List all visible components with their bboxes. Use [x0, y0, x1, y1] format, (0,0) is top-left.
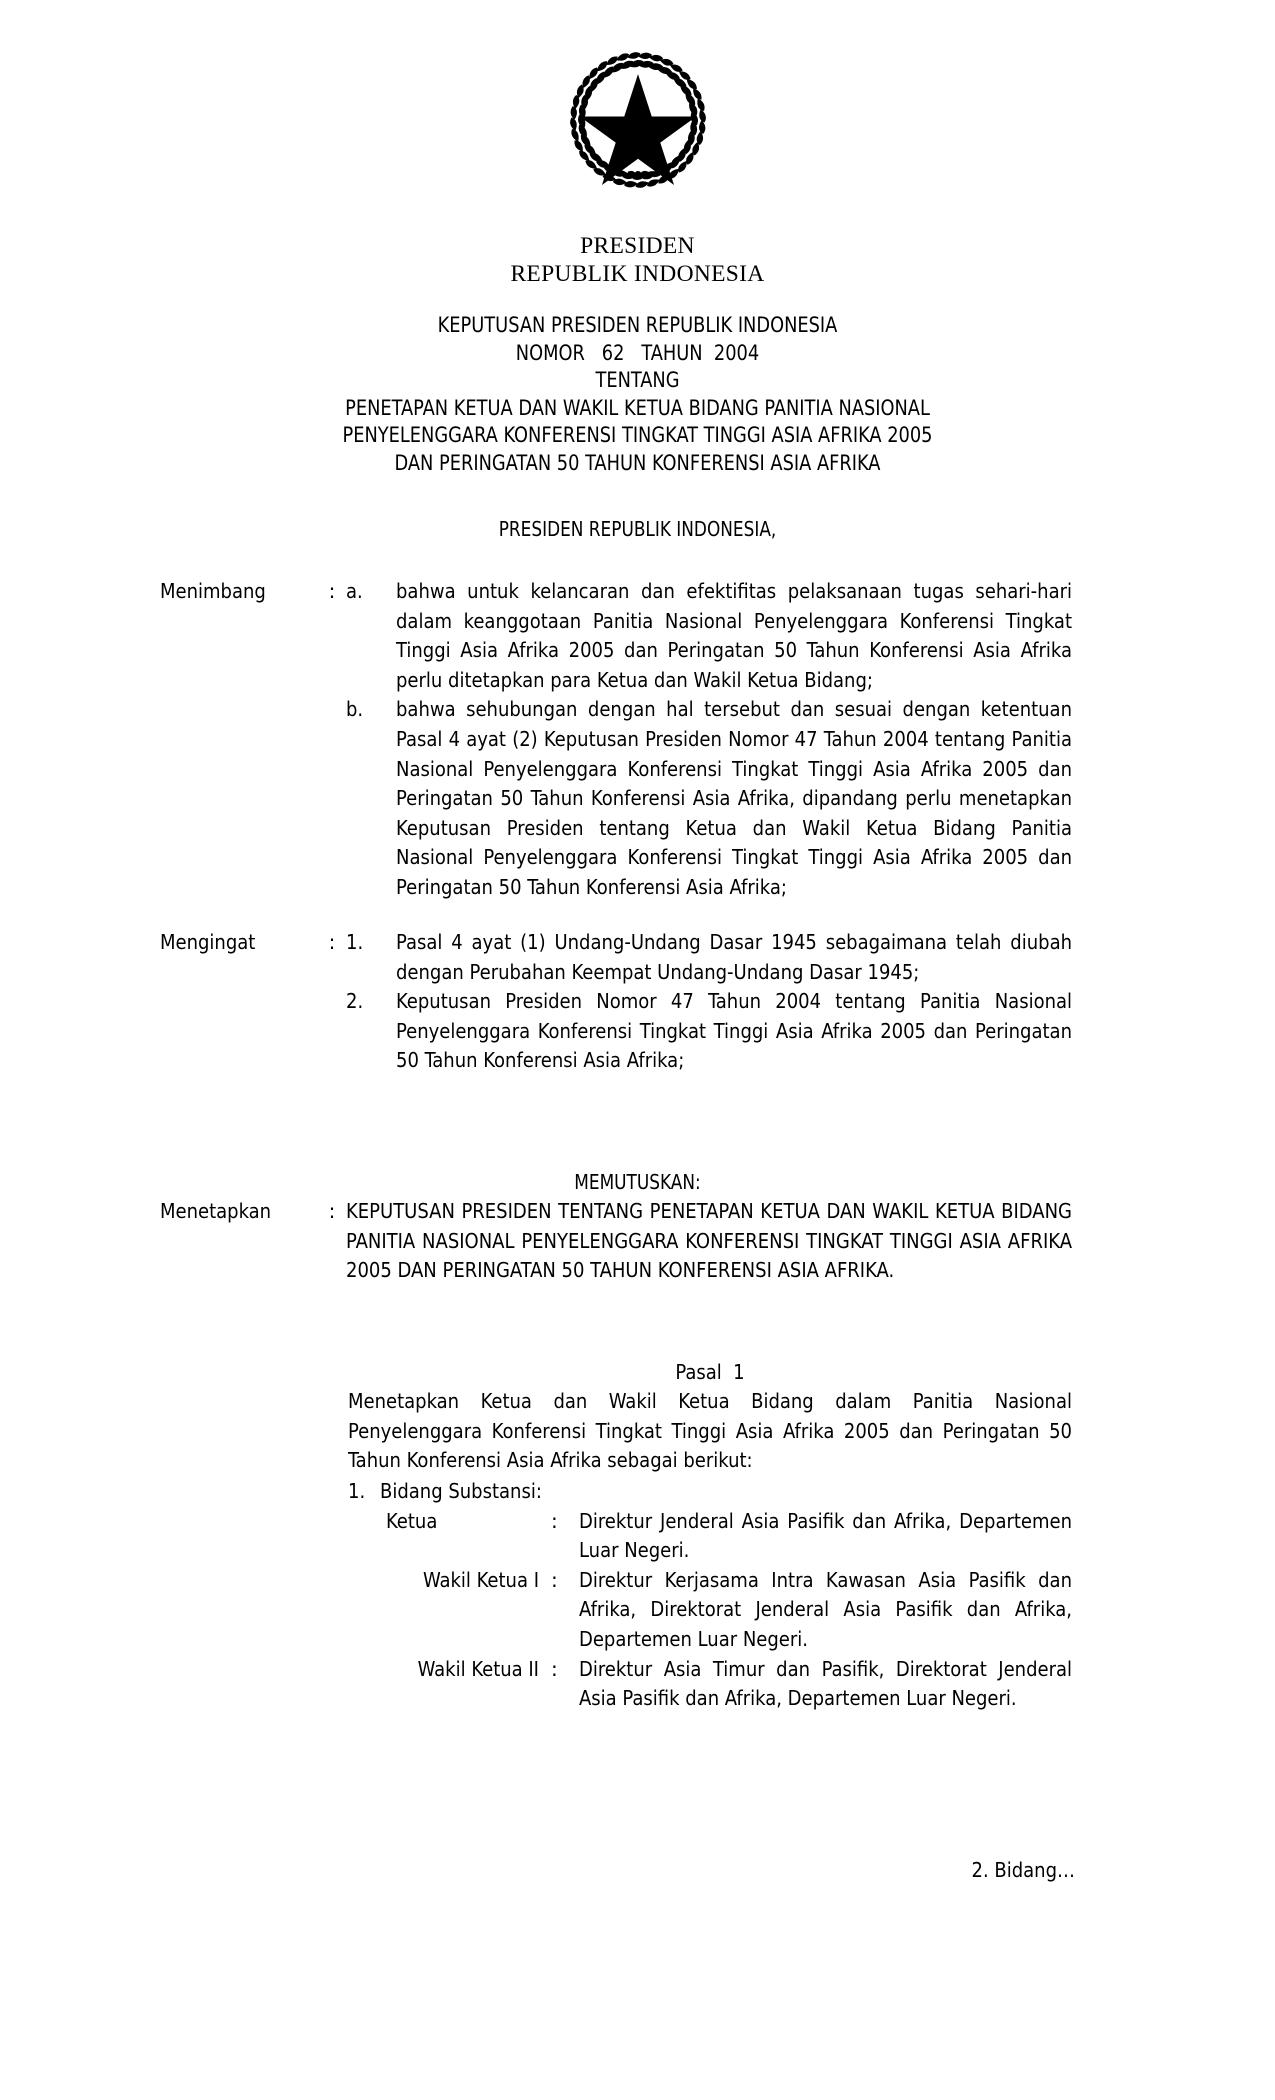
title-line-subject-3: DAN PERINGATAN 50 TAHUN KONFERENSI ASIA AFRIKA: [394, 450, 881, 476]
title-line-subject-2: PENYELENGGARA KONFERENSI TINGKAT TINGGI ASIA AFRIKA 2005: [342, 423, 933, 448]
menetapkan-item: [346, 1197, 1072, 1286]
menetapkan-text: KEPUTUSAN PRESIDEN TENTANG PENETAPAN KETUA DAN WAKIL KETUA BIDANG PANITIA NASIONAL PENYELENGGARA KONFERENSI TINGKAT TINGGI ASIA AFRIKA 2005 DAN PERINGATAN 50 TAHUN KONFERENSI ASIA AFRIKA.: [346, 1199, 1072, 1283]
bidang-section-name: Bidang Substansi:: [380, 1479, 542, 1503]
appointment-value: Direktur Kerjasama Intra Kawasan Asia Pasifik dan Afrika, Direktorat Jenderal Asia Pasifik dan Afrika, Departemen Luar Negeri.: [579, 1567, 1072, 1651]
menimbang-clause: [160, 577, 1072, 903]
appointment-role-label: Wakil Ketua I: [422, 1567, 539, 1592]
mengingat-item-marker: 1.: [346, 930, 364, 954]
document-title-block: [51, 312, 1224, 477]
appointment-value: Direktur Jenderal Asia Pasifik dan Afrika, Departemen Luar Negeri.: [579, 1508, 1072, 1563]
mengingat-item: [346, 987, 1072, 1076]
menimbang-item-text: bahwa sehubungan dengan hal tersebut dan sesuai dengan ketentuan Pasal 4 ayat (2) Keputusan Presiden Nomor 47 Tahun 2004 tentang Panitia Nasional Penyelenggara Konferensi Tingkat Tinggi Asia Afrika 2005 dan Peringatan 50 Tahun Konferensi Asia Afrika, dipandang perlu menetapkan Keputusan Presiden tentang Ketua dan Wakil Ketua Bidang Panitia Nasional Penyelenggara Konferensi Tingkat Tinggi Asia Afrika 2005 dan Peringatan 50 Tahun Konferensi Asia Afrika;: [396, 697, 1072, 899]
appointment-separator: :: [551, 1567, 558, 1592]
mengingat-label: Mengingat: [160, 930, 256, 954]
mengingat-items: [346, 928, 1072, 1076]
memutuskan-heading: MEMUTUSKAN:: [574, 1170, 701, 1194]
mengingat-item-marker: 2.: [346, 989, 364, 1014]
page-catchword: 2. Bidang…: [971, 1858, 1075, 1882]
appointment-role-label: Ketua: [386, 1508, 438, 1533]
pasal-intro-text: Menetapkan Ketua dan Wakil Ketua Bidang dalam Panitia Nasional Penyelenggara Konferensi Tingkat Tinggi Asia Afrika 2005 dan Peringatan 50 Tahun Konferensi Asia Afrika sebagai berikut:: [348, 1389, 1072, 1473]
title-line-subject-1: PENETAPAN KETUA DAN WAKIL KETUA BIDANG PANITIA NASIONAL: [345, 395, 930, 421]
menimbang-label: Menimbang: [160, 579, 266, 603]
enacting-clause: PRESIDEN REPUBLIK INDONESIA,: [498, 517, 777, 541]
appointment-value: Direktur Asia Timur dan Pasifik, Direktorat Jenderal Asia Pasifik dan Afrika, Departemen Luar Negeri.: [579, 1656, 1072, 1711]
mengingat-item-text: Keputusan Presiden Nomor 47 Tahun 2004 tentang Panitia Nasional Penyelenggara Konferensi Tingkat Tinggi Asia Afrika 2005 dan Peringatan 50 Tahun Konferensi Asia Afrika;: [396, 989, 1072, 1073]
bidang-appointment-rows: [386, 1507, 1072, 1714]
menetapkan-label: Menetapkan: [160, 1199, 272, 1223]
appointment-row: [386, 1655, 1072, 1714]
presidential-seal-icon: [564, 46, 712, 194]
letterhead-line-2: REPUBLIK INDONESIA: [510, 261, 765, 287]
emblem-container: [0, 46, 1275, 198]
menimbang-items: [346, 577, 1072, 903]
bidang-section: [348, 1477, 1072, 1714]
menetapkan-clause: [160, 1197, 1072, 1286]
menimbang-item-marker: a.: [346, 579, 363, 603]
menimbang-item-text: bahwa untuk kelancaran dan efektifitas pelaksanaan tugas sehari-hari dalam keanggotaan Panitia Nasional Penyelenggara Konferensi Tingkat Tinggi Asia Afrika 2005 dan Peringatan 50 Tahun Konferensi Asia Afrika perlu ditetapkan para Ketua dan Wakil Ketua Bidang;: [396, 579, 1072, 692]
appointment-row: [386, 1566, 1072, 1655]
mengingat-clause: [160, 928, 1072, 1076]
title-line-tentang: TENTANG: [595, 368, 680, 393]
mengingat-item: [346, 928, 1072, 987]
appointment-separator: :: [551, 1656, 558, 1681]
letterhead: [0, 232, 1275, 288]
letterhead-line-1: PRESIDEN: [580, 233, 695, 259]
title-line-nomor: NOMOR 62 TAHUN 2004: [515, 340, 760, 366]
appointment-row: [386, 1507, 1072, 1566]
mengingat-colon: :: [328, 930, 336, 954]
mengingat-item-text: Pasal 4 ayat (1) Undang-Undang Dasar 1945 sebagaimana telah diubah dengan Perubahan Keempat Undang-Undang Dasar 1945;: [396, 930, 1072, 984]
menimbang-item: [346, 577, 1072, 695]
bidang-section-number: 1.: [348, 1479, 366, 1503]
title-line-jenis: KEPUTUSAN PRESIDEN REPUBLIK INDONESIA: [437, 313, 838, 338]
menimbang-colon: :: [328, 579, 336, 603]
menetapkan-colon: :: [328, 1199, 336, 1223]
menimbang-item-marker: b.: [346, 697, 364, 722]
bidang-section-heading: [348, 1477, 1072, 1507]
appointment-separator: :: [551, 1508, 558, 1533]
pasal-heading: Pasal 1: [675, 1360, 745, 1384]
menetapkan-items: [346, 1197, 1072, 1286]
menimbang-item: [346, 695, 1072, 902]
appointment-role-label: Wakil Ketua II: [417, 1656, 539, 1681]
